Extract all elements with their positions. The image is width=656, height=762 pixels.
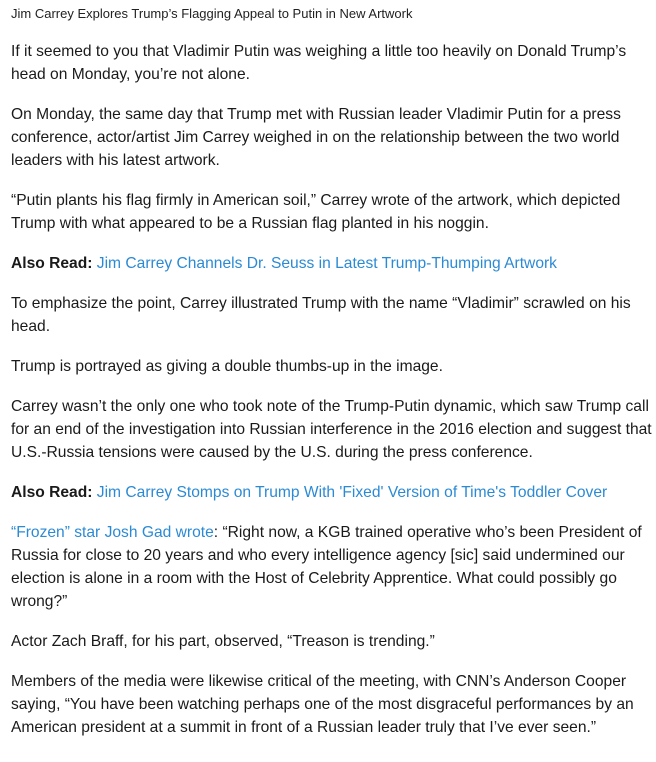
also-read-2 <box>11 481 655 504</box>
paragraph: If it seemed to you that Vladimir Putin was weighing a little too heavily on Donald Trump’s head on Monday, you’re not alone. <box>11 43 627 83</box>
paragraph: Trump is portrayed as giving a double thumbs-up in the image. <box>11 358 443 375</box>
also-read-label: Also Read: <box>11 484 93 501</box>
paragraph: Carrey wasn’t the only one who took note of the Trump-Putin dynamic, which saw Trump call for an end of the investigation into Russian interference in the 2016 election and suggest that U.S.-Russia tensions were caused by the U.S. during the press conference. <box>11 398 652 461</box>
paragraph: Actor Zach Braff, for his part, observed, “Treason is trending.” <box>11 633 435 650</box>
also-read-label: Also Read: <box>11 255 93 272</box>
also-read-link-time-cover[interactable]: Jim Carrey Stomps on Trump With 'Fixed' Version of Time's Toddler Cover <box>96 484 608 501</box>
also-read-link-seuss[interactable]: Jim Carrey Channels Dr. Seuss in Latest Trump-Thumping Artwork <box>96 255 557 272</box>
article-body <box>11 40 655 756</box>
josh-gad-quote: : “Right now, a KGB trained operative who’s been President of Russia for close to 20 years and who every intelligence agency [sic] said undermined our election is alone in a room with the Host of Celebrity Apprentice. What could possibly go wrong?” <box>11 524 642 610</box>
paragraph-josh-gad <box>11 521 655 613</box>
paragraph: Members of the media were likewise critical of the meeting, with CNN’s Anderson Cooper saying, “You have been watching perhaps one of the most disgraceful performances by an American president at a summit in front of a Russian leader truly that I’ve ever seen.” <box>11 673 634 736</box>
article-headline: Jim Carrey Explores Trump’s Flagging Appeal to Putin in New Artwork <box>11 6 413 21</box>
paragraph: “Putin plants his flag firmly in American soil,” Carrey wrote of the artwork, which depicted Trump with what appeared to be a Russian flag planted in his noggin. <box>11 192 621 232</box>
also-read-1 <box>11 252 655 275</box>
paragraph: To emphasize the point, Carrey illustrated Trump with the name “Vladimir” scrawled on his head. <box>11 295 631 335</box>
josh-gad-link[interactable]: “Frozen” star Josh Gad wrote <box>11 524 214 541</box>
paragraph: On Monday, the same day that Trump met with Russian leader Vladimir Putin for a press conference, actor/artist Jim Carrey weighed in on the relationship between the two world leaders with his latest artwork. <box>11 106 621 169</box>
